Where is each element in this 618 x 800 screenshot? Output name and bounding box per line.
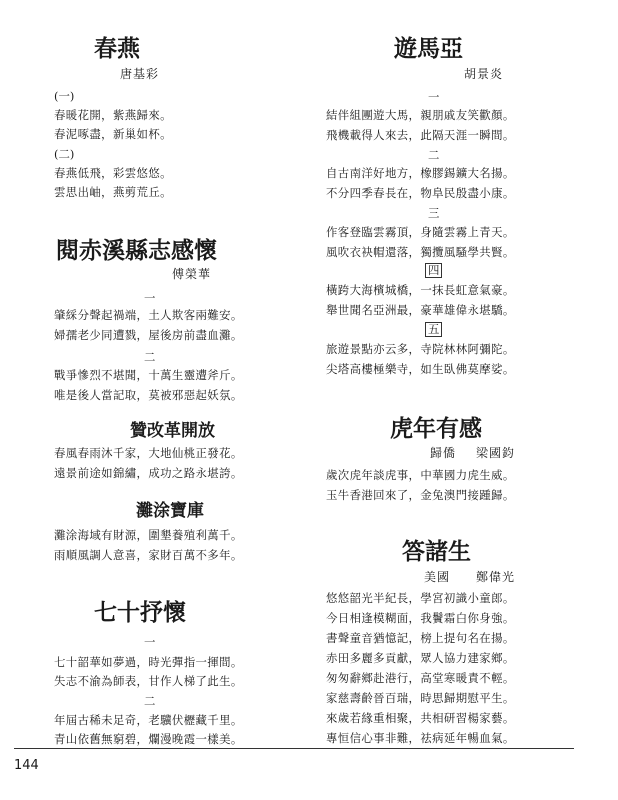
poem-section-mark: 四 <box>425 263 442 278</box>
poem-line: 結伴組團遊大馬，親朋戚友笑歡顏。 <box>326 108 515 122</box>
poem-author-yuechixi: 傅榮華 <box>172 267 212 281</box>
poem-line: 飛機載得人來去，此隔天涯一瞬間。 <box>326 128 515 142</box>
poem-line: 春燕低飛，彩雲悠悠。 <box>54 166 172 180</box>
poem-line: 尖塔高樓極樂寺，如生臥佛莫摩娑。 <box>326 362 515 376</box>
poem-section-mark: 三 <box>428 206 440 220</box>
poem-line: 肇綵分聲起禍端，土人欺客兩難安。 <box>54 308 243 322</box>
poem-line: 今日相逢模糊面，我鬢霜白你身強。 <box>326 611 515 625</box>
poem-line: 風吹衣袂帽還落，獨攬風騷學共賢。 <box>326 245 515 259</box>
poem-line: 失志不渝為師表，甘作人梯了此生。 <box>54 674 243 688</box>
poem-line: 婦孺老少同遭戮，屋後房前盡血灘。 <box>54 328 243 342</box>
poem-section-mark: 一 <box>144 635 156 649</box>
poem-line: 戰爭慘烈不堪聞，十萬生靈遭斧斤。 <box>54 368 243 382</box>
poem-author-prefix: 歸僑 <box>430 446 457 460</box>
poem-title-qishi: 七十抒懷 <box>94 600 186 626</box>
poem-line: 雲思出岫，燕剪荒丘。 <box>54 185 172 199</box>
poem-line: 自古南洋好地方，橡膠錫鑛大名揚。 <box>326 166 515 180</box>
poem-line: 青山依舊無窮碧，爛漫晚霞一樣美。 <box>54 732 243 746</box>
poem-line: 玉牛香港回來了，金兔澳門接踵歸。 <box>326 488 515 502</box>
poem-section-mark: 二 <box>144 694 156 708</box>
poem-title-dazhusheng: 答諸生 <box>402 539 471 565</box>
poem-part-mark: (二) <box>54 147 75 161</box>
poem-line: 專恒信心事非難，祛病延年暢血氣。 <box>326 731 515 745</box>
poem-title-chunyan: 春燕 <box>94 36 140 62</box>
poem-line: 作客登臨雲霧頂，身隨雲霧上青天。 <box>326 225 515 239</box>
poem-line: 不分四季春長在，物阜民殷盡小康。 <box>326 186 515 200</box>
poem-line: 赤田多麗多貢獻，眾人協力建家鄉。 <box>326 651 515 665</box>
poem-line: 唯是後人當記取，莫被邪惡起妖氛。 <box>54 388 243 402</box>
poem-line: 來歲若緣重相聚，共相研習楊家藝。 <box>326 711 515 725</box>
poem-section-mark: 一 <box>144 291 156 305</box>
poem-author-prefix: 美國 <box>424 570 451 584</box>
poem-line: 悠悠韶光半紀長，學宮初識小童郎。 <box>326 591 515 605</box>
poem-line: 匆匆辭鄉赴港行，高堂寒暖責不輕。 <box>326 671 515 685</box>
poem-line: 舉世聞名亞洲最，豪華雄偉永堪驕。 <box>326 303 515 317</box>
poem-section-mark: 一 <box>428 90 440 104</box>
poem-author-dazhusheng: 鄭偉光 <box>476 570 516 584</box>
poem-line: 春暖花開，紫燕歸來。 <box>54 108 172 122</box>
poem-line: 年屆古稀未足奇，老驥伏櫪藏千里。 <box>54 713 243 727</box>
poem-author-hunian: 梁國鈞 <box>476 446 516 460</box>
poem-line: 歲次虎年談虎事，中華國力虎生威。 <box>326 468 515 482</box>
footer-rule <box>14 748 574 749</box>
poem-section-mark: 二 <box>428 148 440 162</box>
poem-section-mark: 二 <box>144 350 156 364</box>
poem-line: 旅遊景點亦云多，寺院林林阿彌陀。 <box>326 342 515 356</box>
poem-line: 書聲童音猶憶記，榜上提句名在揚。 <box>326 631 515 645</box>
poem-title-hunian: 虎年有感 <box>390 416 482 442</box>
poem-line: 春風春雨沐千家，大地仙桃正發花。 <box>54 446 243 460</box>
poem-line: 遠景前途如錦繡，成功之路永堪誇。 <box>54 466 243 480</box>
poem-line: 春泥啄盡，新巢如杯。 <box>54 127 172 141</box>
page-number: 144 <box>14 758 39 773</box>
poem-line: 橫跨大海檳城橋，一抹長虹意氣豪。 <box>326 283 515 297</box>
poem-line: 七十韶華如夢過，時光彈指一揮間。 <box>54 655 243 669</box>
poem-line: 家慈壽齡晉百瑞，時思歸期慰平生。 <box>326 691 515 705</box>
poem-section-mark: 五 <box>425 322 442 337</box>
poem-part-mark: (一) <box>54 89 75 103</box>
poem-line: 雨順風調人意喜，家財百萬不多年。 <box>54 548 243 562</box>
poem-title-yuechixi: 閱赤溪縣志感懷 <box>56 238 217 264</box>
poem-title-tanshu: 灘涂寶庫 <box>136 501 204 521</box>
poem-line: 灘涂海域有財源，圍墾養殖利萬千。 <box>54 528 243 542</box>
poem-author-youmaya: 胡景炎 <box>464 67 504 81</box>
poem-title-youmaya: 遊馬亞 <box>394 36 463 62</box>
poem-author-chunyan: 唐基彩 <box>120 67 160 81</box>
poem-title-zangaige: 贊改革開放 <box>130 421 215 441</box>
